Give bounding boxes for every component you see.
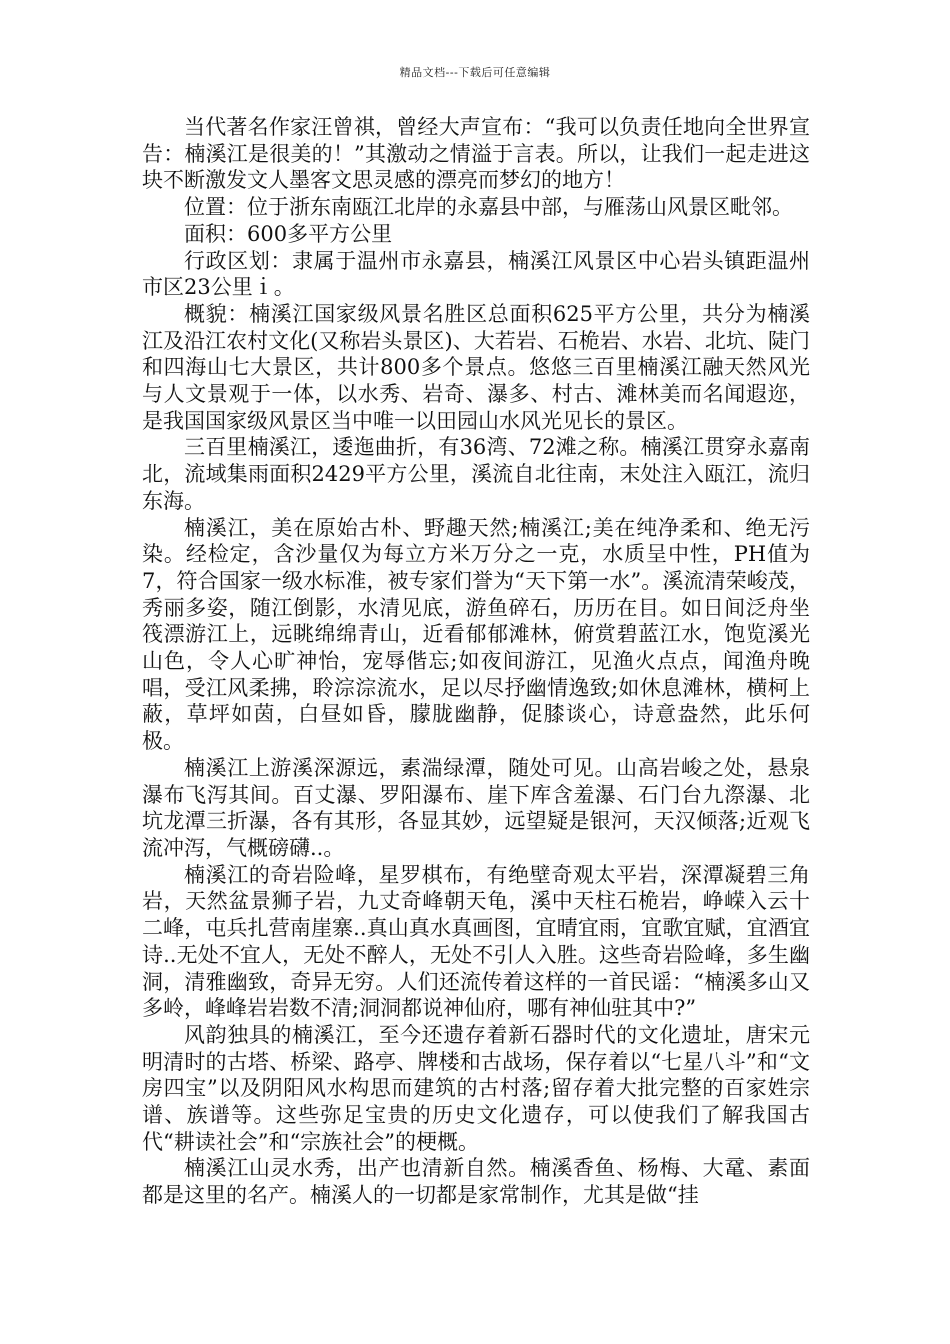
paragraph-culture: 风韵独具的楠溪江，至今还遗存着新石器时代的文化遗址，唐宋元明清时的古塔、桥梁、路亭、牌楼和古战场，保存着以“七星八斗”和“文房四宝”以及阴阳风水构思而建筑的古村落;留存着大批完整的百家姓宗谱、族谱等。这些弥足宝贵的历史文化遗存，可以使我们了解我国古代“耕读社会”和“宗族社会”的梗概。 [142,1022,810,1154]
paragraph-products: 楠溪江山灵水秀，出产也清新自然。楠溪香鱼、杨梅、大鼋、素面都是这里的名产。楠溪人的一切都是家常制作，尤其是做“挂 [142,1156,810,1208]
paragraph-rocks: 楠溪江的奇岩险峰，星罗棋布，有绝壁奇观太平岩，深潭凝碧三角岩，天然盆景狮子岩，九丈奇峰朝天龟，溪中天柱石桅岩，峥嵘入云十二峰，屯兵扎营南崖寨..真山真水真画图，宜晴宜雨，宜歌宜赋，宜酒宜诗..无处不宜人，无处不醉人，无处不引人入胜。这些奇岩险峰，多生幽洞，清雅幽致，奇异无穷。人们还流传着这样的一首民谣：“楠溪多山又多岭，峰峰岩岩数不清;洞洞都说神仙府，哪有神仙驻其中?” [142,862,810,1021]
paragraph-water: 楠溪江，美在原始古朴、野趣天然;楠溪江;美在纯净柔和、绝无污染。经检定，含沙量仅为每立方米万分之一克，水质呈中性，PH值为7，符合国家一级水标准，被专家们誉为“天下第一水”。溪流清荣峻茂，秀丽多姿，随江倒影，水清见底，游鱼碎石，历历在目。如日间泛舟坐筏漂游江上，远眺绵绵青山，近看郁郁滩林，俯赏碧蓝江水，饱览溪光山色，令人心旷神怡，宠辱偕忘;如夜间游江，见渔火点点，闻渔舟晚唱，受江风柔拂，聆淙淙流水，足以尽抒幽情逸致;如休息滩林，横柯上蔽，草坪如茵，白昼如昏，朦胧幽静，促膝谈心，诗意盎然，此乐何极。 [142,515,810,754]
paragraph-waterfalls: 楠溪江上游溪深源远，素湍绿潭，随处可见。山高岩峻之处，悬泉瀑布飞泻其间。百丈瀑、罗阳瀑布、崖下库含羞瀑、石门台九漈瀑、北坑龙潭三折瀑，各有其形，各显其妙，远望疑是银河，天汉倾落;近观飞流冲泻，气概磅礴..。 [142,755,810,860]
paragraph-overview: 概貌：楠溪江国家级风景名胜区总面积625平方公里，共分为楠溪江及沿江农村文化(又称岩头景区)、大若岩、石桅岩、水岩、北坑、陡门和四海山七大景区，共计800多个景点。悠悠三百里楠溪江融天然风光与人文景观于一体，以水秀、岩奇、瀑多、村古、滩林美而名闻遐迩，是我国国家级风景区当中唯一以田园山水风光见长的景区。 [142,301,810,433]
paragraph-location: 位置：位于浙东南瓯江北岸的永嘉县中部，与雁荡山风景区毗邻。 [184,195,793,220]
paragraph-river: 三百里楠溪江，逶迤曲折，有36湾、72滩之称。楠溪江贯穿永嘉南北，流域集雨面积2429平方公里，溪流自北往南，末处注入瓯江，流归东海。 [142,435,810,513]
article-body [142,114,810,1209]
paragraph-administration: 行政区划：隶属于温州市永嘉县，楠溪江风景区中心岩头镇距温州市区23公里ｉ。 [142,248,810,300]
paragraph-intro: 当代著名作家汪曾祺，曾经大声宣布：“我可以负责任地向全世界宣告：楠溪江是很美的！”其激动之情溢于言表。所以，让我们一起走进这块不断激发文人墨客文思灵感的漂亮而梦幻的地方！ [142,115,810,193]
page-header: 精品文档---下载后可任意编辑 [399,66,551,79]
paragraph-area: 面积：600多平方公里 [184,221,393,246]
